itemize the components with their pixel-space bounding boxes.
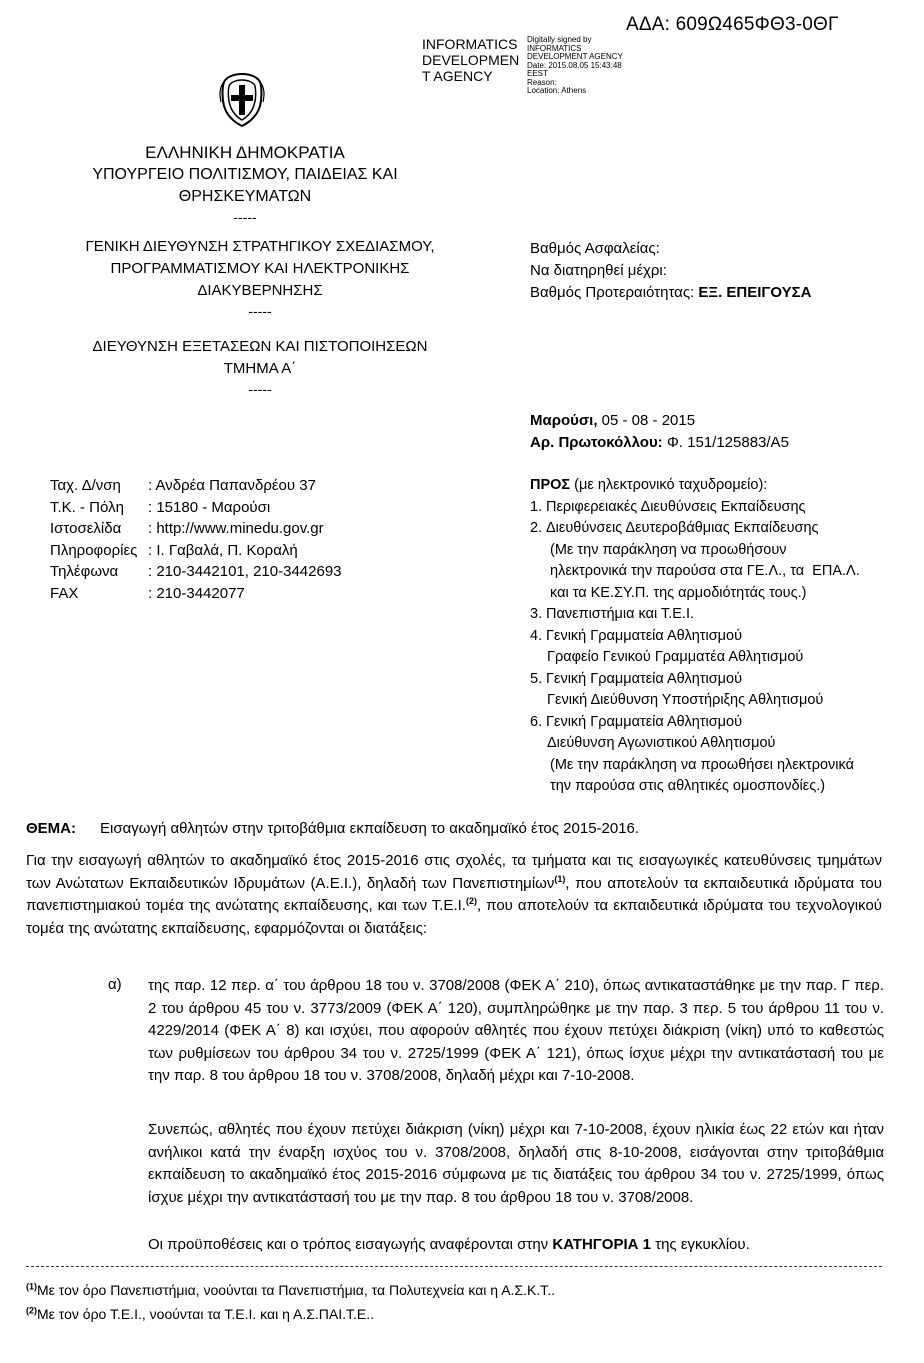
directorate-line: ΔΙΑΚΥΒΕΡΝΗΣΗΣ [197,282,323,299]
recipient-item [530,497,910,519]
recipient-item [530,712,910,734]
recipients-title-note: (με ηλεκτρονικό ταχυδρομείο): [570,477,768,493]
intro-paragraph [26,850,882,940]
contact-value: : 210-3442077 [148,584,245,602]
ministry-header [60,142,430,226]
intro-text: , που αποτελούν τα εκπαιδευτικά ιδρύματα του τεχνολογικού τομέα της ανώτατης εκπαίδευσης, εφαρμόζονται οι διατάξεις: [26,897,882,937]
recipient-text: Γενική Γραμματεία Αθλητισμού [546,627,743,644]
priority-value: ΕΞ. ΕΠΕΙΓΟΥΣΑ [698,284,812,301]
contact-label: FAX [50,584,79,602]
contact-label: Πληροφορίες [50,541,138,559]
recipient-note: (Με την παράκληση να προωθήσει ηλεκτρονικά [550,756,854,773]
department-line: ΔΙΕΥΘΥΝΣΗ ΕΞΕΤΑΣΕΩΝ ΚΑΙ ΠΙΣΤΟΠΟΙΗΣΕΩΝ [92,338,428,355]
intro-text: , που αποτελούν τα εκπαιδευτικά ιδρύματα του πανεπιστημιακού τομέα της ανώτατης εκπαίδευσης, και των Τ.Ε.Ι. [26,874,882,914]
date-block [530,410,789,454]
recipient-text: Γενική Γραμματεία Αθλητισμού [546,713,743,730]
footnote-text: Με τον όρο Πανεπιστήμια, νοούνται τα Πανεπιστήμια, τα Πολυτεχνεία και η Α.Σ.Κ.Τ.. [37,1282,555,1298]
footnote-mark: (2) [26,1305,37,1316]
item-a-reference [148,1234,884,1257]
recipient-item [530,626,910,648]
contact-row [50,475,342,497]
keep-until-label: Να διατηρηθεί μέχρι: [530,262,667,279]
contact-row [50,518,342,540]
signature-detail-line: Location: Athens [527,86,587,95]
recipient-text: Διευθύνσεις Δευτεροβάθμιας Εκπαίδευσης [546,520,819,536]
recipient-sub: Γραφείο Γενικού Γραμματέα Αθλητισμού [547,649,804,665]
recipient-text: Περιφερειακές Διευθύνσεις Εκπαίδευσης [546,498,806,515]
department-line: ΤΜΗΜΑ Α΄ [223,360,297,377]
signature-detail-line: EEST [527,69,548,78]
department [60,336,460,398]
separator: ----- [248,303,272,319]
recipient-note: (Με την παράκληση να προωθήσουν [550,541,787,558]
signature-detail-line: Digitally signed by [527,35,592,44]
recipients-title [530,475,910,497]
date-row [530,410,789,432]
recipient-number: 4. [530,627,543,644]
contact-info [50,475,342,604]
recipients-title-label: ΠΡΟΣ [530,477,571,493]
item-a-paragraph: της παρ. 12 περ. α΄ του άρθρου 18 του ν. 3708/2008 (ΦΕΚ Α΄ 210), όπως αντικαταστάθηκε με την παρ. Γ περ. 2 του άρθρου 45 του ν. 3773/2009 (ΦΕΚ Α΄ 120), συμπληρώθηκε με την παρ. 3 περ. 5 του άρθρου 11 του ν. 4229/2014 (ΦΕΚ Α΄ 8) και ισχύει, που αφορούν αθλητές που έχουν πετύχει διάκριση (νίκη) υπό το καθεστώς των ρυθμίσεων του άρθρου 34 του ν. 2725/1999 (ΦΕΚ Α΄ 121), όπως ίσχυε μέχρι την αντικατάστασή του με την παρ. 8 του άρθρου 18 του ν. 3708/2008, δηλαδή μέχρι και 7-10-2008. [148,977,884,1084]
signature-detail-line: Reason: [527,77,557,87]
place: Μαρούσι, [530,412,598,429]
contact-row [50,497,342,519]
footnote-mark: (1) [26,1281,37,1292]
general-directorate [60,236,460,320]
republic-title: ΕΛΛΗΝΙΚΗ ΔΗΜΟΚΡΑΤΙΑ [145,143,345,162]
recipient-sub: Διεύθυνση Αγωνιστικού Αθλητισμού [547,735,776,751]
recipient-item [530,604,910,626]
footnote-ref: (1) [554,873,566,884]
footnote-divider [26,1266,882,1267]
signature-detail-line: INFORMATICS [527,43,582,53]
intro-text: Για την εισαγωγή αθλητών το ακαδημαϊκό έτος 2015-2016 στις σχολές, τα τμήματα και τις εισαγωγικές κατευθύνσεις τμημάτων των Ανώτατων Εκπαιδευτικών Ιδρυμάτων (Α.Ε.Ι.), δηλαδή των Πανεπιστημίων [26,852,882,892]
protocol-value: Φ. 151/125883/Α5 [662,434,789,451]
signature-details [527,36,623,96]
ministry-name-line: ΘΡΗΣΚΕΥΜΑΤΩΝ [178,188,312,205]
contact-value: : Ι. Γαβαλά, Π. Κοραλή [148,541,298,559]
ministry-name-line: ΥΠΟΥΡΓΕΙΟ ΠΟΛΙΤΙΣΜΟΥ, ΠΑΙΔΕΙΑΣ ΚΑΙ [92,166,398,183]
contact-label: Ιστοσελίδα [50,520,122,537]
contact-row [50,540,342,562]
security-block [530,238,812,304]
subject-text: Εισαγωγή αθλητών στην τριτοβάθμια εκπαίδευση το ακαδημαϊκό έτος 2015-2016. [100,820,640,837]
contact-label: Τ.Κ. - Πόλη [50,498,124,516]
signature-detail-line: Date: 2015.08.05 15:43:48 [527,60,622,70]
priority-label: Βαθμός Προτεραιότητας: [530,284,695,301]
subject-label: ΘΕΜΑ: [26,820,76,837]
signature-name-line: T AGENCY [422,68,493,84]
signature-name-line: INFORMATICS [422,36,518,52]
signature-name [422,36,527,84]
item-marker: α) [108,976,122,993]
recipient-number: 2. [530,520,543,536]
reference-text: της εγκυκλίου. [650,1236,750,1253]
protocol-row [530,432,789,454]
footnote-text: Με τον όρο Τ.Ε.Ι., νοούνται τα Τ.Ε.Ι. και η Α.Σ.ΠΑΙ.Τ.Ε.. [37,1306,375,1322]
category-ref: ΚΑΤΗΓΟΡΙΑ 1 [552,1236,651,1253]
separator: ----- [248,381,272,397]
recipient-note: την παρούσα στις αθλητικές ομοσπονδίες.) [550,778,826,794]
recipient-number: 5. [530,670,543,687]
contact-label: Ταχ. Δ/νση [50,477,121,494]
directorate-line: ΠΡΟΓΡΑΜΜΑΤΙΣΜΟΥ ΚΑΙ ΗΛΕΚΤΡΟΝΙΚΗΣ [110,260,410,277]
priority-row [530,282,812,304]
contact-value: : Ανδρέα Παπανδρέου 37 [148,477,316,494]
recipient-number: 6. [530,713,543,730]
recipient-number: 3. [530,606,543,622]
recipient-item [530,518,910,540]
recipients [530,475,910,798]
contact-row [50,561,342,583]
recipient-number: 1. [530,498,543,515]
date: 05 - 08 - 2015 [597,412,696,429]
separator: ----- [233,209,257,225]
directorate-line: ΓΕΝΙΚΗ ΔΙΕΥΘΥΝΣΗ ΣΤΡΑΤΗΓΙΚΟΥ ΣΧΕΔΙΑΣΜΟΥ, [85,238,435,255]
recipient-text: Γενική Γραμματεία Αθλητισμού [546,670,743,687]
footnote-2 [26,1306,374,1322]
subject-line [26,820,639,837]
contact-value: : 15180 - Μαρούσι [148,498,271,516]
contact-label: Τηλέφωνα [50,563,119,580]
recipient-note: και τα ΚΕ.ΣΥ.Π. της αρμοδιότητάς τους.) [550,584,807,601]
ada-number: ΑΔΑ: 609Ω465ΦΘ3-0ΘΓ [626,14,839,35]
item-a-consequence: Συνεπώς, αθλητές που έχουν πετύχει διάκριση (νίκη) μέχρι και 7-10-2008, έχουν ηλικία έως 22 ετών και ήταν ανήλικοι κατά την έναρξη ισχύος του ν. 3708/2008, δηλαδή στις 8-10-2008, εισάγονται στην τριτοβάθμια εκπαίδευση το ακαδημαϊκό έτος 2015-2016 σύμφωνα με τις διατάξεις του άρθρου 34 του ν. 2725/1999, όπως ίσχυε μέχρι την αντικατάστασή του με την παρ. 8 του άρθρου 18 του ν. 3708/2008. [148,1121,884,1206]
greek-emblem-icon [218,72,266,128]
website-link[interactable]: : http://www.minedu.gov.gr [148,520,324,537]
footnote-1 [26,1282,555,1298]
recipient-item [530,669,910,691]
recipient-text: Πανεπιστήμια και Τ.Ε.Ι. [546,606,695,622]
security-level-label: Βαθμός Ασφαλείας: [530,240,660,257]
contact-row [50,583,342,605]
recipient-sub: Γενική Διεύθυνση Υποστήριξης Αθλητισμού [547,692,824,708]
signature-name-line: DEVELOPMEN [422,52,520,68]
recipient-note: ηλεκτρονικά την παρούσα στα ΓΕ.Λ., τα ΕΠΑ.Λ. [550,563,860,579]
reference-text: Οι προϋποθέσεις και ο τρόπος εισαγωγής αναφέρονται στην [148,1236,553,1253]
signature-detail-line: DEVELOPMENT AGENCY [527,52,623,61]
contact-value: : 210-3442101, 210-3442693 [148,563,342,580]
footnote-ref: (2) [465,896,477,906]
protocol-label: Αρ. Πρωτοκόλλου: [530,434,663,451]
